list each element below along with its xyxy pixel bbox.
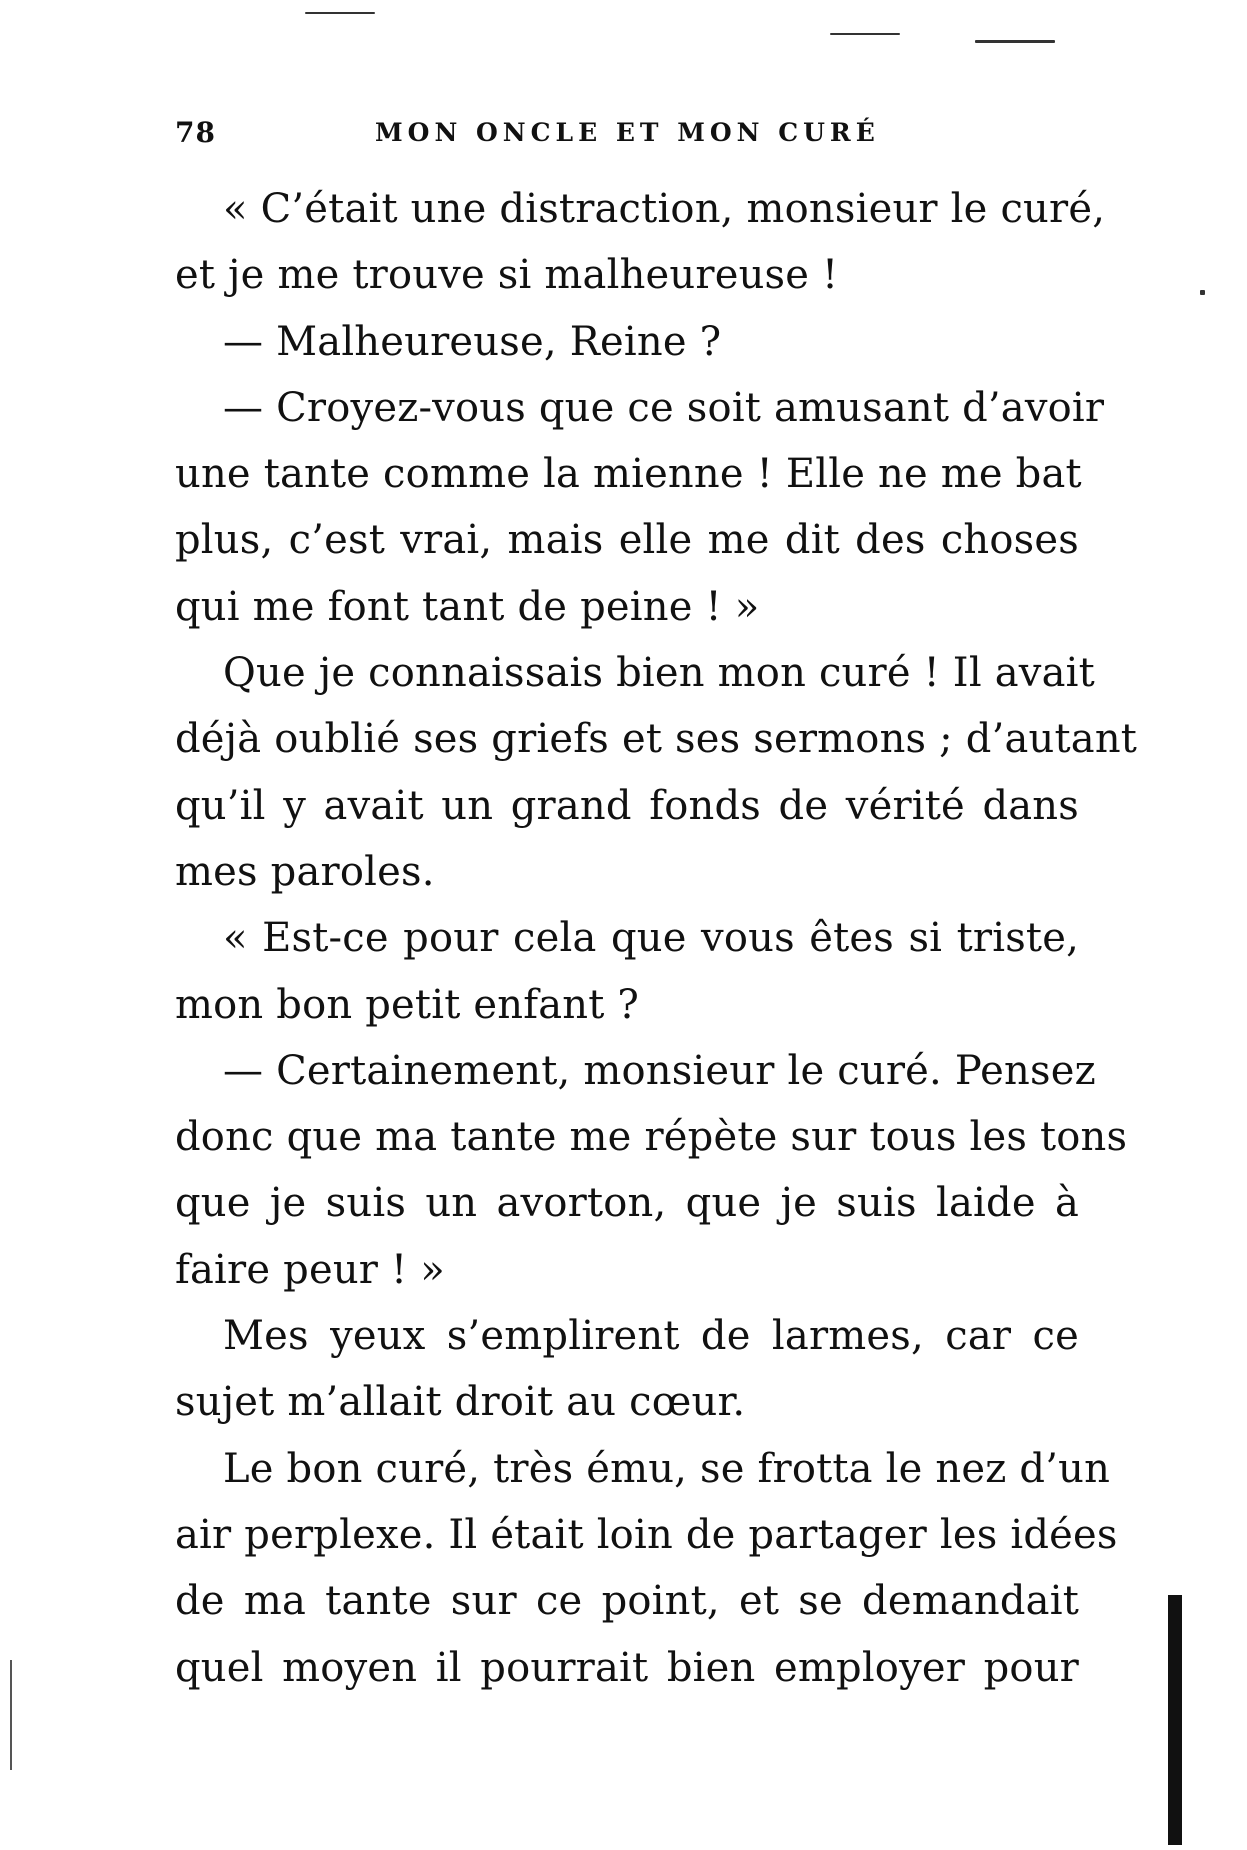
scan-speck (975, 40, 1055, 43)
text-line: que je suis un avorton, que je suis laide à (175, 1180, 1079, 1227)
text-line: Le bon curé, très ému, se frotta le nez d’un (223, 1445, 1111, 1492)
scan-speck (305, 12, 375, 14)
text-line: qu’il y avait un grand fonds de vérité dans (175, 782, 1079, 829)
text-line: déjà oublié ses griefs et ses sermons ; d’autant (175, 716, 1138, 763)
text-line: air perplexe. Il était loin de partager les idées (175, 1511, 1118, 1558)
text-line: mon bon petit enfant ? (175, 981, 640, 1028)
text-line: — Malheureuse, Reine ? (223, 318, 722, 365)
scan-edge-line (10, 1660, 12, 1770)
scan-edge-shadow (1168, 1595, 1182, 1845)
text-line: sujet m’allait droit au cœur. (175, 1379, 746, 1426)
running-header (175, 116, 1075, 156)
scan-speck (830, 33, 900, 35)
text-line: « C’était une distraction, monsieur le curé, (223, 186, 1106, 232)
text-line: Que je connaissais bien mon curé ! Il avait (223, 650, 1095, 697)
text-line: et je me trouve si malheureuse ! (175, 252, 839, 299)
text-line: plus, c’est vrai, mais elle me dit des choses (175, 517, 1079, 564)
text-line: mes paroles. (175, 848, 435, 895)
text-line: « Est-ce pour cela que vous êtes si triste, (223, 915, 1079, 962)
text-line: de ma tante sur ce point, et se demandait (175, 1578, 1079, 1625)
text-line: une tante comme la mienne ! Elle ne me bat (175, 451, 1082, 498)
text-line: quel moyen il pourrait bien employer pour (175, 1644, 1079, 1691)
text-line: donc que ma tante me répète sur tous les tons (175, 1114, 1128, 1161)
text-line: qui me font tant de peine ! » (175, 583, 760, 630)
text-line: — Certainement, monsieur le curé. Pensez (223, 1047, 1096, 1094)
body-text (175, 176, 1138, 1701)
text-line: Mes yeux s’emplirent de larmes, car ce (223, 1313, 1079, 1360)
text-line: — Croyez-vous que ce soit amusant d’avoir (223, 384, 1105, 431)
page-number: 78 (175, 116, 216, 149)
scan-speck (1200, 290, 1205, 295)
text-line: faire peur ! » (175, 1246, 445, 1293)
book-title: MON ONCLE ET MON CURÉ (375, 118, 880, 147)
